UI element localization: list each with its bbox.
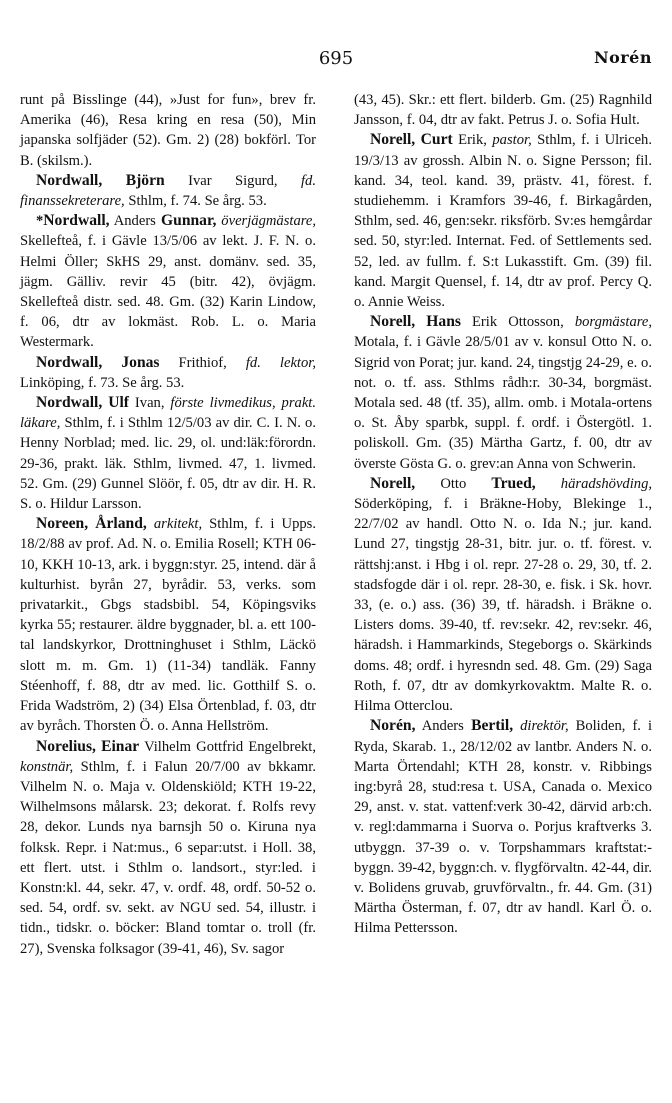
biography-entry	[20, 353, 316, 393]
running-head: Norén	[593, 48, 652, 67]
biography-entry	[20, 514, 316, 736]
entry-given-name: Bertil,	[463, 717, 514, 735]
entry-given-name: Ulf	[108, 394, 129, 412]
entry-given-name: Gunnar,	[155, 212, 217, 230]
biography-entry	[20, 737, 316, 959]
entry-text: Sthlm, f. 74. Se årg. 53.	[124, 193, 267, 210]
left-column	[20, 90, 316, 959]
right-column	[354, 90, 652, 939]
entry-occupation: förste livmedikus, prakt. läkare,	[20, 395, 316, 432]
entry-text: Motala, f. i Gävle 28/5/01 av v. konsul Otto N. o. Sigrid von Porat; jur. kand. 24, tingstjg 24-29, e. o. not. o. tf. ass. Sthlms rådh:r. 30-34, borgmäst. Motala sed. 48 (tf. 35), allm. omb. i Motala-ortens o. St. Åby sparbk, suppl. f. ordf. i Östergötl. 1. poliskoll. Gm. (35) Märtha Gartz, f. 00, dtr av överste Gösta G. o. grev:an Anna von Schwerin.	[354, 334, 652, 472]
entry-text: Boliden, f. i Ryda, Skarab. 1., 28/12/02 av lantbr. Anders N. o. Marta Örtendahl; KTH 28, konstr. v. Ribbings ing:byrå 28, stud:resa t. USA, Canada o. Mexico 29, anst. v. stat. vattenf:verk 30-42, därvid arb:ch. v. regl:dammarna i Suorva o. Porjus kraftverks 3. utbyggn. 37-39 o. v. Torpshammars kraftstat:-byggn. 39-42, byggn:ch. v. flygförvaltn. 42-44, dir. v. Bolidens gruvab, gruvförvaltn., fr. 44. Gm. (31) Märtha Österman, f. 07, dtr av handl. Karl Ö. o. Hilma Pettersson.	[354, 718, 653, 937]
entry-text: Skellefteå, f. i Gävle 13/5/06 av lekt. J. F. N. o. Helmi Öller; SkHS 29, anst. domänv. sed. 35, jägm. Gälliv. revir 45 (bitr. 42), övjägm. Skellefteå distr. sed. 48. Gm. (32) Karin Lindow, f. 06, dtr av lokmäst. Rob. L. o. Maria Westermark.	[20, 233, 316, 351]
continued-text	[20, 90, 316, 171]
entry-surname: Norell,	[370, 474, 416, 492]
biography-entry	[354, 130, 652, 312]
biography-entry	[20, 393, 316, 514]
entry-text: Söderköping, f. i Bräkne-Hoby, Blekinge 1., 22/7/02 av handl. Otto N. o. Ida N.; jur. kand. Lund 27, tingstjg 28-31, bitr. jur. o. tf. förest. v. rättshj:anst. i Hbg i ol. repr. 27-28 o. 29, 30, tf. 2. stadsfogde där i ol. repr. 28-30, e. fisk. i Sk. hovr. 33, (e. o.) ass. (36) 39, tf. häradsh. i Bräkne o. Listers doms. 39-40, tf. rev:sekr. 42, rev:sekr. 46, häradsh. i Hammarkinds, Stegeborgs o. Skärkinds doms. 48; ordf. i hyresndn sed. 48. Gm. (29) Saga Roth, f. 07, dtr av domkyrkovaktm. Malte R. o. Hilma Otterclou.	[354, 496, 652, 715]
entry-given-name: Jonas	[121, 353, 160, 371]
entry-occupation: fd. finanssekreterare,	[20, 172, 316, 210]
entry-given-names: Frithiof,	[159, 354, 227, 371]
entry-marker: *	[36, 213, 44, 230]
entry-surname: Nordwall,	[43, 212, 110, 230]
entry-occupation: häradshövding,	[535, 475, 653, 492]
entry-surname: Norén,	[370, 717, 416, 735]
page-header	[20, 48, 652, 76]
entry-occupation: konstnär,	[20, 758, 74, 775]
entry-occupation: direktör,	[513, 718, 569, 735]
entry-given-names: Erik Ottosson,	[460, 314, 564, 331]
entry-given-names: Vilhelm Gottfrid Engelbrekt,	[139, 738, 316, 755]
entry-text: runt på Bisslinge (44), »Just for fun», brev fr. Amerika (46), Resa kring en resa (50), Min japanska solfjäder (52). Gm. 2) (28) bokförl. Tor B. (skilsm.).	[20, 92, 316, 169]
entry-given-name: Hans	[426, 313, 461, 331]
entry-given-name: Einar	[101, 737, 140, 755]
entry-surname: Norelius,	[36, 737, 96, 755]
entry-given-names: Ivan,	[129, 395, 165, 412]
entry-given-names: Anders	[113, 213, 156, 230]
entry-surname: Norell,	[370, 131, 416, 149]
entry-surname: Nordwall,	[36, 394, 103, 412]
entry-text: (43, 45). Skr.: ett flert. bilderb. Gm. (25) Ragnhild Jansson, f. 04, dtr av fakt. Petrus J. o. Sofia Hult.	[354, 92, 652, 129]
entry-given-names: Ivar Sigurd,	[164, 172, 278, 189]
entry-given-name: Curt	[420, 131, 453, 149]
page-number: 695	[318, 48, 354, 69]
entry-text: Sthlm, f. i Upps. 18/2/88 av prof. Ad. N. o. Emilia Rosell; KTH 06-10, KKH 10-13, ark. i byggn:styr. 25, intend. där å kulturhist. byrån 27, byrådir. 53, verks. som privatarkit., Gbgs stadsbibl. 54, Köpingsviks kyrka 55; restaurer. äldre byggnader, bl. a. ett 100-tal landskyrkor, Drottninghuset i Sthlm, Läckö slott m. m. Gm. 1) (11-34) tandläk. Fanny Stéenhoff, f. 88, dtr av med. lic. Gotthilf S. o. Frida Wadström, 2) (34) Elsa Örtenblad, f. 03, dtr av byråch. Thorsten Ö. o. Anna Hellström.	[20, 516, 316, 735]
biography-entry	[20, 211, 316, 352]
entry-occupation: borgmästare,	[563, 314, 652, 331]
biography-entry	[354, 716, 652, 938]
entry-given-name: Trued,	[466, 474, 536, 492]
entry-given-names: Otto	[440, 475, 467, 492]
entry-surname: Nordwall,	[36, 353, 103, 371]
entry-surname: Norell,	[370, 313, 416, 331]
entry-surname: Nordwall,	[36, 171, 103, 189]
biography-entry	[354, 474, 652, 716]
entry-occupation: fd. lektor,	[226, 354, 316, 371]
entry-occupation: överjägmästare,	[216, 213, 317, 230]
entry-text: Sthlm, f. i Ulriceh. 19/3/13 av grossh. Albin N. o. Signe Persson; fil. kand. 34, teol. kand. 39, prästv. 41, förest. f. studiehemm. i Kramfors 39-46, f. Birkagården, Sthlm, sed. 46, gen:sekr. riksförb. Sv:es hemgårdar sed. 50, styr:led. Internat. Fed. of Settlements sed. 52, led. av fullm. f. S:t Lukasstift. Gm. (39) fil. kand. Margit Quensel, f. 14, dtr av prof. Percy Q. o. Annie Weiss.	[354, 132, 652, 311]
entry-given-name: Årland,	[95, 515, 147, 533]
biography-entry	[20, 171, 316, 211]
entry-text: Linköping, f. 73. Se årg. 53.	[20, 374, 185, 391]
entry-given-name: Björn	[125, 171, 165, 189]
biography-entry	[354, 312, 652, 474]
entry-surname: Noreen,	[36, 515, 89, 533]
entry-text: Sthlm, f. i Falun 20/7/00 av bkkamr. Vilhelm N. o. Maja v. Oldenskiöld; KTH 19-22, Wilhelmsons målarsk. 23; dekorat. f. Rolfs revy 28, dekor. Lunds nya barnsjh 50 o. Kiruna nya folksk. Repr. i Nat:mus., 6 separ:utst. i Holl. 38, ett flert. utst. i Sthlm o. landsort., styr:led. i Konstn:kl. 44, sekr. 47, v. ordf. 48, ordf. 50-52 o. sed. 54, ordf. sv. sekt. av NGU sed. 54, illustr. i tidn., tidskr. o. böcker: Bland tomtar o. troll (fr. 27), Svenska folksagor (39-41, 46), Sv. sagor	[20, 758, 316, 957]
entry-text: Sthlm, f. i Sthlm 12/5/03 av dir. C. I. N. o. Henny Norblad; med. lic. 29, ol. und:läk:förordn. 29-36, prakt. läk. Sthlm, livmed. 47, 1. livmed. 52. Gm. (29) Gunnel Slöör, f. 05, dtr av dir. H. R. S. o. Hildur Larsson.	[20, 415, 316, 513]
entry-occupation: pastor,	[486, 132, 532, 149]
entry-given-names: Anders	[421, 718, 464, 735]
entry-occupation: arkitekt,	[146, 516, 203, 533]
entry-given-names: Erik,	[452, 132, 487, 149]
continued-text	[354, 90, 652, 130]
